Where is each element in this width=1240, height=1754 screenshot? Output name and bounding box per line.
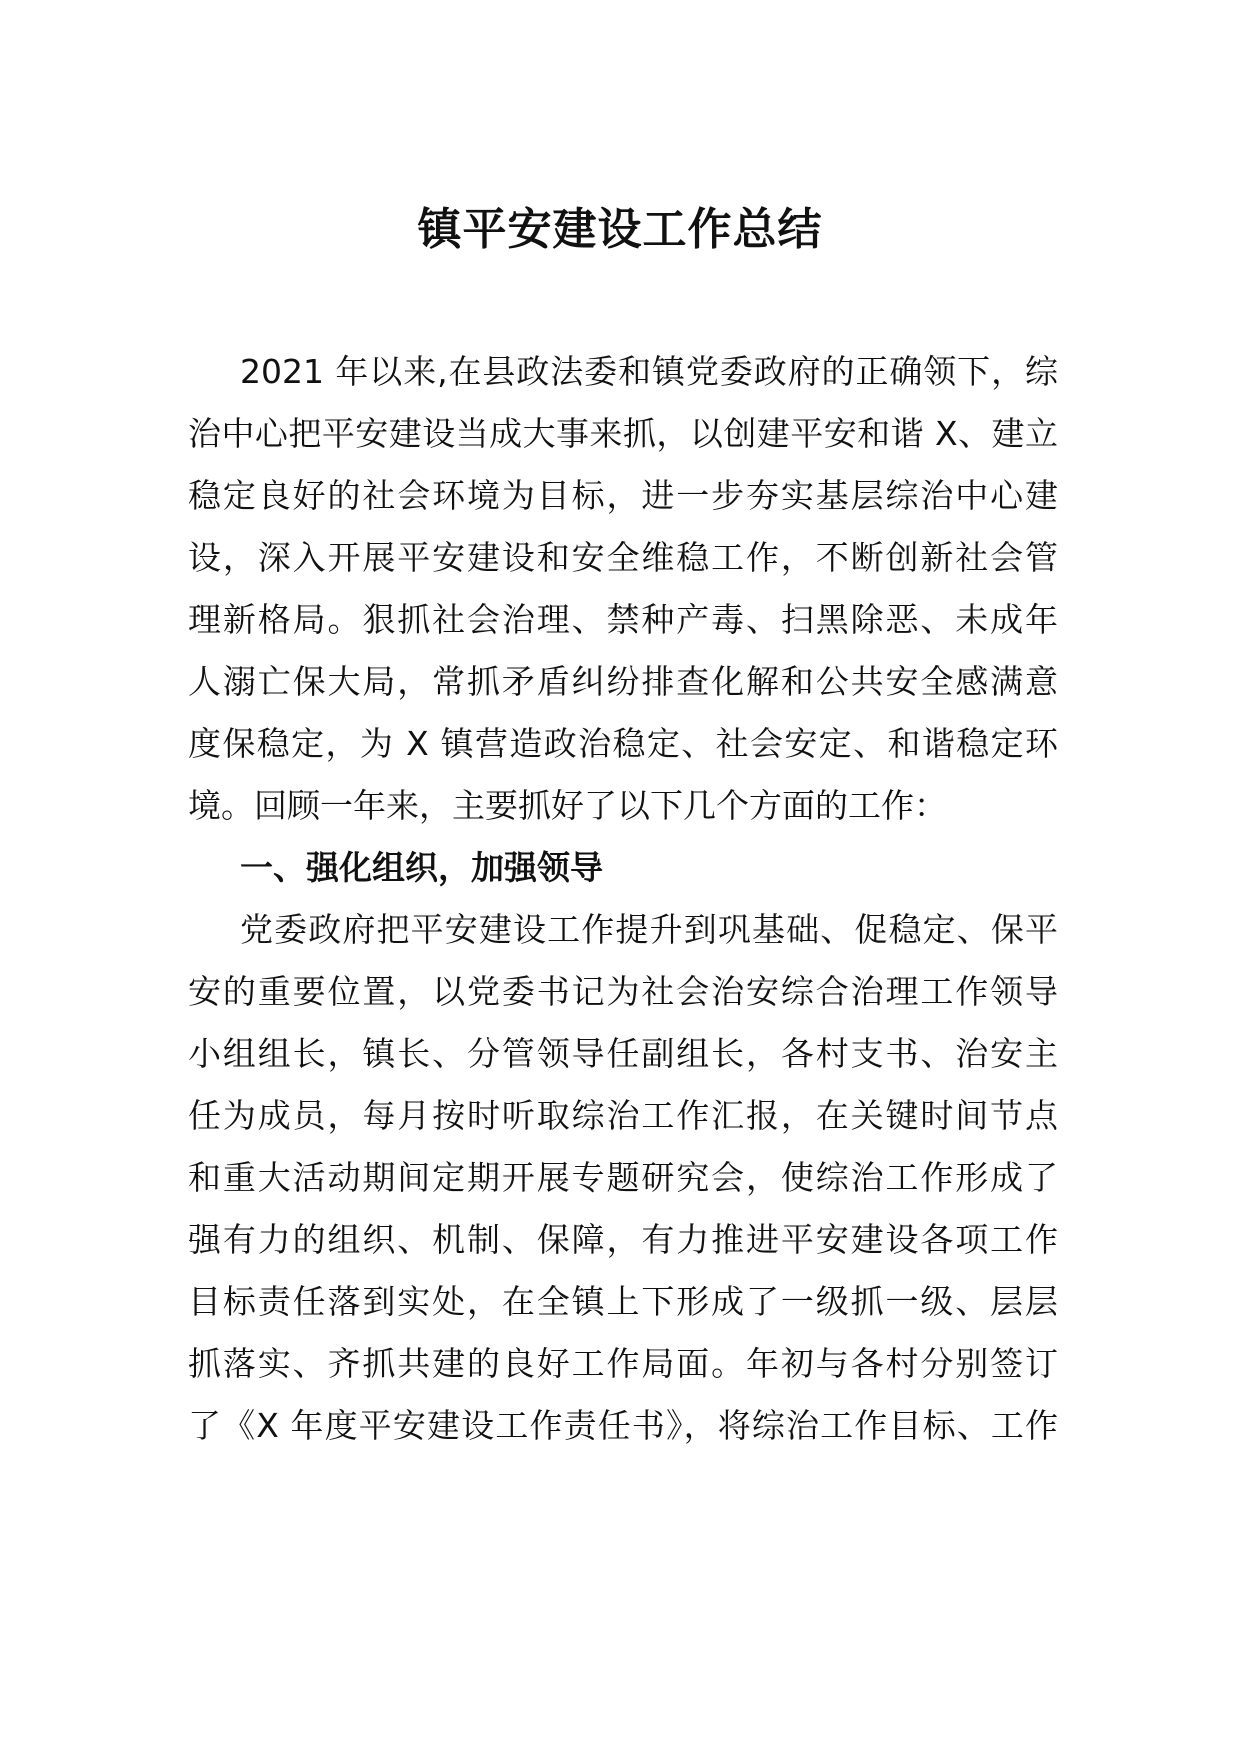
paragraph-2-line-9: 了《X 年度平安建设工作责任书》，将综治工作目标、工作 — [188, 1406, 1058, 1445]
paragraph-2-line-7: 目标责任落到实处，在全镇上下形成了一级抓一级、层层 — [188, 1282, 1058, 1321]
paragraph-1-line-3: 稳定良好的社会环境为目标，进一步夯实基层综治中心建 — [188, 476, 1058, 515]
paragraph-1-line-1: 2021 年以来,在县政法委和镇党委政府的正确领下，综 — [240, 352, 1058, 391]
paragraph-2-line-2: 安的重要位置，以党委书记为社会治安综合治理工作领导 — [188, 972, 1058, 1011]
document-title: 镇平安建设工作总结 — [417, 204, 823, 255]
paragraph-2-line-1: 党委政府把平安建设工作提升到巩基础、促稳定、保平 — [240, 910, 1058, 949]
paragraph-1-line-4: 设，深入开展平安建设和安全维稳工作，不断创新社会管 — [188, 538, 1058, 577]
paragraph-1-line-7: 度保稳定，为 X 镇营造政治稳定、社会安定、和谐稳定环 — [188, 724, 1058, 763]
paragraph-2-line-3: 小组组长，镇长、分管领导任副组长，各村支书、治安主 — [188, 1034, 1058, 1073]
paragraph-2-line-4: 任为成员，每月按时听取综治工作汇报，在关键时间节点 — [188, 1096, 1058, 1135]
paragraph-1-line-8: 境。回顾一年来，主要抓好了以下几个方面的工作： — [188, 786, 947, 825]
paragraph-2-line-8: 抓落实、齐抓共建的良好工作局面。年初与各村分别签订 — [188, 1344, 1058, 1383]
paragraph-1-line-6: 人溺亡保大局，常抓矛盾纠纷排查化解和公共安全感满意 — [188, 662, 1058, 701]
paragraph-2-line-5: 和重大活动期间定期开展专题研究会，使综治工作形成了 — [188, 1158, 1058, 1197]
paragraph-1-line-2: 治中心把平安建设当成大事来抓，以创建平安和谐 X、建立 — [188, 414, 1058, 453]
section-1-heading: 一、强化组织，加强领导 — [240, 848, 603, 887]
paragraph-2-line-6: 强有力的组织、机制、保障，有力推进平安建设各项工作 — [188, 1220, 1058, 1259]
paragraph-1-line-5: 理新格局。狠抓社会治理、禁种产毒、扫黑除恶、未成年 — [188, 600, 1058, 639]
